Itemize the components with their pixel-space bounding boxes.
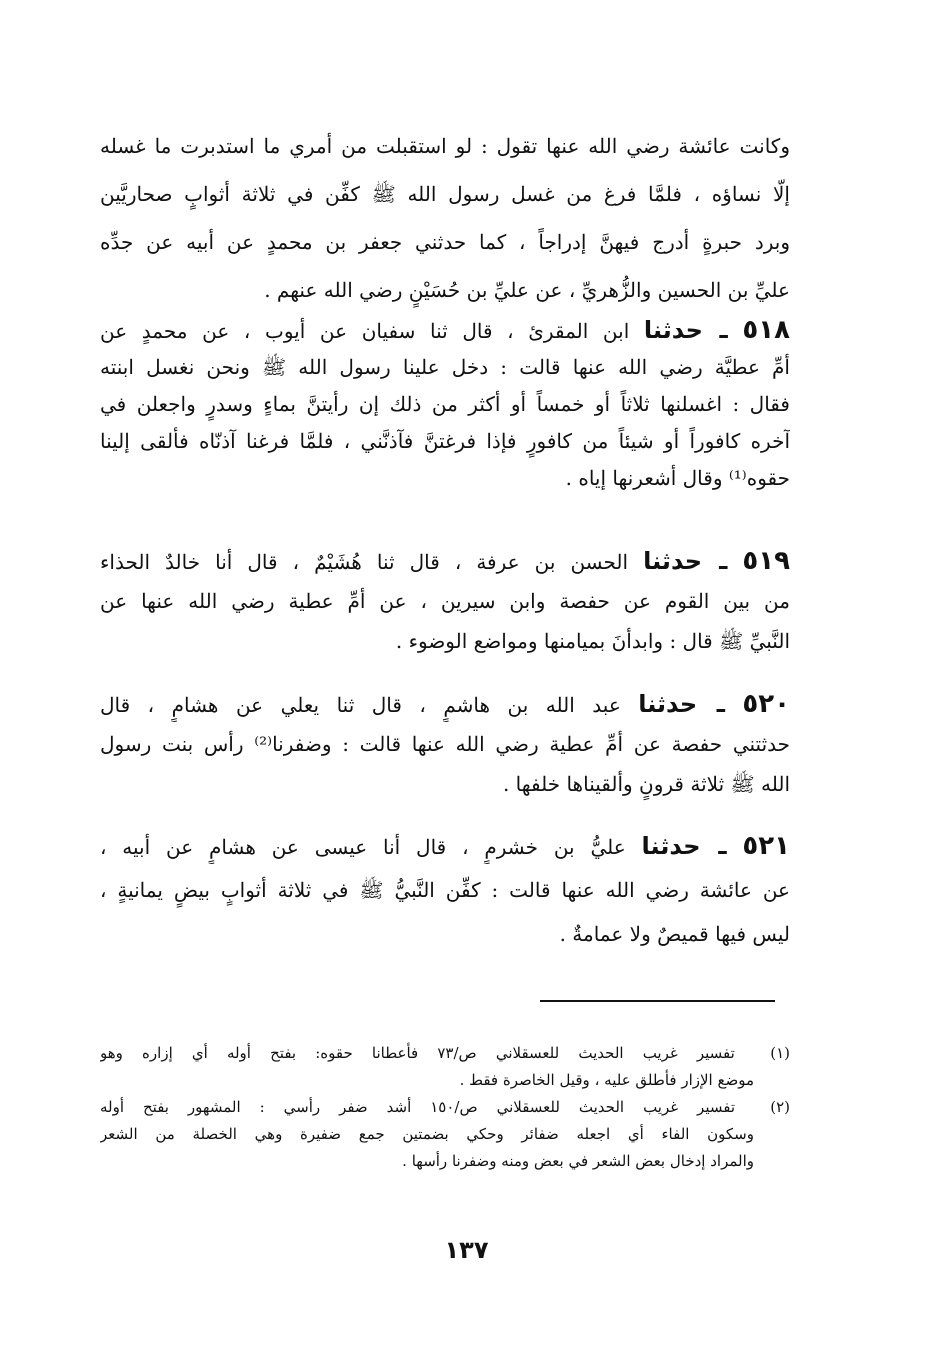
footnote-text: موضع الإزار فأطلق عليه ، وقيل الخاصرة فقط . — [459, 1071, 754, 1089]
footnotes — [100, 1040, 790, 1175]
hadith-519 — [100, 543, 790, 659]
text-line: الله ﷺ ثلاثة قرونٍ وألقيناها خلفها . — [502, 772, 790, 796]
hadith-keyword: حدثنا — [638, 690, 698, 718]
hadith-521 — [100, 828, 790, 952]
hadith-isnad: ابن المقرئ ، قال ثنا سفيان عن أيوب ، عن محمدٍ عن — [100, 319, 630, 343]
hadith-first-line: ٥٢١ ـ حدثنا عليُّ بن خشرمٍ ، قال أنا عيسى عن هشامٍ عن أبيه ، — [100, 831, 790, 861]
hadith-first-line: ٥١٩ ـ حدثنا الحسن بن عرفة ، قال ثنا هُشَيْمٌ ، قال أنا خالدٌ الحذاء — [100, 546, 790, 576]
hadith-number: ٥١٨ — [742, 315, 790, 345]
hadith-keyword: حدثنا — [641, 832, 701, 860]
hadith-keyword: حدثنا — [643, 547, 703, 575]
footnote-mark: (٢) — [770, 1098, 790, 1116]
hadith-first-line: ٥١٨ ـ حدثنا ابن المقرئ ، قال ثنا سفيان عن أيوب ، عن محمدٍ عن — [100, 315, 790, 345]
intro-paragraph — [100, 128, 790, 308]
footnote-text: تفسير غريب الحديث للعسقلاني ص/١٥٠ أشد ضفر رأسي : المشهور بفتح أوله — [100, 1098, 736, 1116]
hadith-isnad: عليُّ بن خشرمٍ ، قال أنا عيسى عن هشامٍ عن أبيه ، — [100, 835, 626, 859]
text-line: وكانت عائشة رضي الله عنها تقول : لو استقبلت من أمري ما استدبرت ما غسله — [100, 134, 790, 158]
text-line: آخره كافوراً أو شيئاً من كافورٍ فإذا فرغتنَّ فآذنَّني ، فلمَّا فرغنا آذنّاه فألقى إلينا — [100, 429, 790, 453]
text-line: حقوه⁽¹⁾ وقال أشعرنها إياه . — [565, 466, 790, 490]
footnote-mark: (١) — [770, 1044, 790, 1062]
footnote-1 — [100, 1040, 790, 1067]
hadith-518 — [100, 312, 790, 496]
footnote-2 — [100, 1094, 790, 1121]
hadith-number: ٥١٩ — [742, 546, 790, 576]
page-number: ١٣٧ — [444, 1236, 489, 1264]
text-line: عن عائشة رضي الله عنها قالت : كفِّن النَّبيُّ ﷺ في ثلاثة أثوابٍ بيضٍ يمانيةٍ ، — [100, 878, 790, 902]
hadith-first-line: ٥٢٠ ـ حدثنا عبد الله بن هاشمٍ ، قال ثنا يعلي عن هشامٍ ، قال — [100, 689, 790, 719]
footnote-text: تفسير غريب الحديث للعسقلاني ص/٧٣ فأعطانا حقوه: بفتح أوله أي إزاره وهو — [100, 1044, 735, 1062]
footnote-text: وسكون الفاء أي اجعله ضفائر وحكي بضمتين جمع ضفيرة وهي الخصلة من الشعر — [100, 1125, 754, 1143]
hadith-520 — [100, 686, 790, 802]
text-line: إلّا نساؤه ، فلمَّا فرغ من غسل رسول الله ﷺ كفِّن في ثلاثة أثوابٍ صحاريَّين — [100, 182, 790, 206]
footnote-text: والمراد إدخال بعض الشعر في بعض ومنه وضفرنا رأسها . — [402, 1152, 754, 1170]
hadith-number: ٥٢١ — [742, 831, 790, 861]
text-line: النَّبيِّ ﷺ قال : وابدأنَ بميامنها ومواضع الوضوء . — [395, 629, 790, 653]
text-line: عليِّ بن الحسين والزُّهريِّ ، عن عليِّ بن حُسَيْنٍ رضي الله عنهم . — [264, 278, 790, 302]
hadith-isnad: الحسن بن عرفة ، قال ثنا هُشَيْمٌ ، قال أنا خالدٌ الحذاء — [100, 550, 629, 574]
text-line: حدثتني حفصة عن أمِّ عطية رضي الله عنها قالت : وضفرنا⁽²⁾ رأس بنت رسول — [100, 732, 790, 756]
hadith-number: ٥٢٠ — [742, 689, 790, 719]
hadith-keyword: حدثنا — [643, 316, 703, 344]
text-line: وبرد حبرةٍ أدرج فيهنَّ إدراجاً ، كما حدثني جعفر بن محمدٍ عن أبيه عن جدِّه — [100, 230, 790, 254]
text-line: ليس فيها قميصٌ ولا عمامةٌ . — [559, 922, 790, 946]
footnote-separator — [540, 1000, 775, 1002]
text-line: أمِّ عطيَّة رضي الله عنها قالت : دخل علينا رسول الله ﷺ ونحن نغسل ابنته — [100, 355, 790, 379]
hadith-isnad: عبد الله بن هاشمٍ ، قال ثنا يعلي عن هشامٍ ، قال — [100, 693, 621, 717]
text-line: من بين القوم عن حفصة وابن سيرين ، عن أمِّ عطية رضي الله عنها عن — [100, 589, 790, 613]
text-line: فقال : اغسلنها ثلاثاً أو خمساً أو أكثر من ذلك إن رأيتنَّ بماءٍ وسدرٍ واجعلن في — [100, 392, 790, 416]
